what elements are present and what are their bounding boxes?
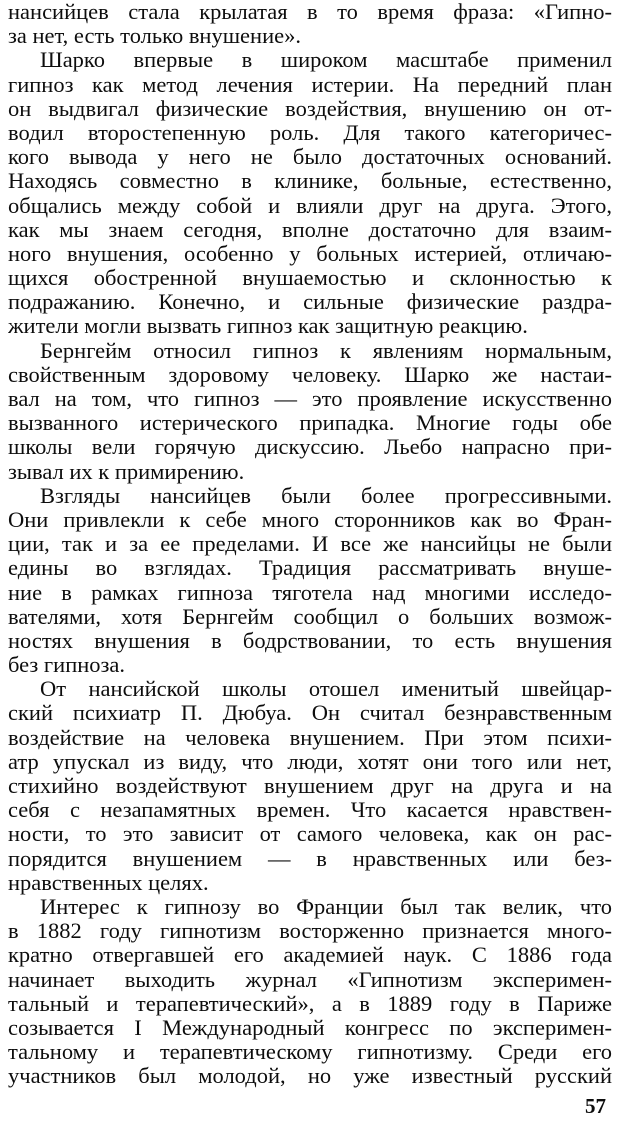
text-line: воздействие на человека внушением. При этом психи- bbox=[8, 725, 612, 750]
text-line: стихийно воздействуют внушением друг на друга и на bbox=[8, 774, 612, 798]
text-line: в 1882 году гипнотизм восторженно признается много- bbox=[8, 919, 612, 944]
text-line: вал на том, что гипноз — это проявление искусственно bbox=[8, 387, 612, 411]
text-line: едины во взглядах. Традиция рассматривать внуше- bbox=[8, 556, 612, 581]
text-line: Бернгейм относил гипноз к явлениям нормальным, bbox=[40, 338, 612, 363]
text-line: за нет, есть только внушение». bbox=[8, 24, 301, 49]
text-line: ции, так и за ее пределами. И все же нансийцы не были bbox=[8, 532, 612, 557]
text-line: порядится внушением — в нравственных или без- bbox=[8, 846, 612, 871]
text-line: тальный и терапевтический», а в 1889 году в Париже bbox=[8, 991, 612, 1016]
text-line: нансийцев стала крылатая в то время фраза: «Гипно- bbox=[8, 0, 612, 24]
text-line: школы вели горячую дискуссию. Льебо напрасно при- bbox=[8, 435, 612, 460]
text-line: подражанию. Конечно, и сильные физические раздра- bbox=[8, 290, 612, 315]
text-line: вызванного истерического припадка. Многие годы обе bbox=[8, 411, 612, 436]
text-line: кратно отвергавшей его академией наук. С 1886 года bbox=[8, 943, 612, 968]
text-line: без гипноза. bbox=[8, 653, 126, 678]
text-line: атр упускал из виду, что люди, хотят они того или нет, bbox=[8, 749, 612, 774]
text-line: От нансийской школы отошел именитый швейцар- bbox=[40, 677, 612, 702]
text-line: Шарко впервые в широком масштабе применил bbox=[40, 48, 612, 73]
text-line: как мы знаем сегодня, вполне достаточно для взаим- bbox=[8, 217, 612, 242]
text-line: вателями, хотя Бернгейм сообщил о больших возмож- bbox=[8, 604, 612, 629]
text-line: созывается I Международный конгресс по эксперимен- bbox=[8, 1015, 612, 1040]
text-line: он выдвигал физические воздействия, внушению он от- bbox=[8, 96, 612, 121]
text-line: зывал их к примирению. bbox=[8, 459, 245, 484]
text-line: ние в рамках гипноза тяготела над многими исследо- bbox=[8, 580, 612, 605]
text-line: начинает выходить журнал «Гипнотизм эксперимен- bbox=[8, 967, 612, 992]
page-number: 57 bbox=[585, 1094, 606, 1118]
text-line: нравственных целях. bbox=[8, 870, 209, 895]
text-line: тальному и терапевтическому гипнотизму. Среди его bbox=[8, 1040, 612, 1065]
text-line: кого вывода у него не было достаточных оснований. bbox=[8, 145, 612, 170]
text-line: водил второстепенную роль. Для такого категоричес- bbox=[8, 120, 612, 145]
text-line: Взгляды нансийцев были более прогрессивными. bbox=[40, 483, 612, 508]
text-line: общались между собой и влияли друг на друга. Этого, bbox=[8, 193, 612, 218]
text-line: щихся обостренной внушаемостью и склонностью к bbox=[8, 266, 612, 291]
text-line: ности, то это зависит от самого человека, как он рас- bbox=[8, 822, 612, 847]
text-line: Они привлекли к себе много сторонников как во Фран- bbox=[8, 507, 612, 532]
text-line: себя с незапамятных времен. Что касается нравствен- bbox=[8, 798, 612, 823]
text-line: жители могли вызвать гипноз как защитную реакцию. bbox=[8, 314, 528, 339]
text-line: свойственным здоровому человеку. Шарко же настаи- bbox=[8, 362, 612, 387]
text-line: ностях внушения в бодрствовании, то есть внушения bbox=[8, 628, 612, 653]
text-line: Находясь совместно в клинике, больные, естественно, bbox=[8, 169, 612, 194]
text-line: участников был молодой, но уже известный русский bbox=[8, 1064, 612, 1089]
text-line: ного внушения, особенно у больных истерией, отличаю- bbox=[8, 241, 612, 266]
text-line: Интерес к гипнозу во Франции был так велик, что bbox=[40, 894, 612, 919]
body-text bbox=[8, 0, 612, 1088]
text-line: ский психиатр П. Дюбуа. Он считал безнравственным bbox=[8, 701, 612, 726]
text-line: гипноз как метод лечения истерии. На передний план bbox=[8, 72, 612, 97]
